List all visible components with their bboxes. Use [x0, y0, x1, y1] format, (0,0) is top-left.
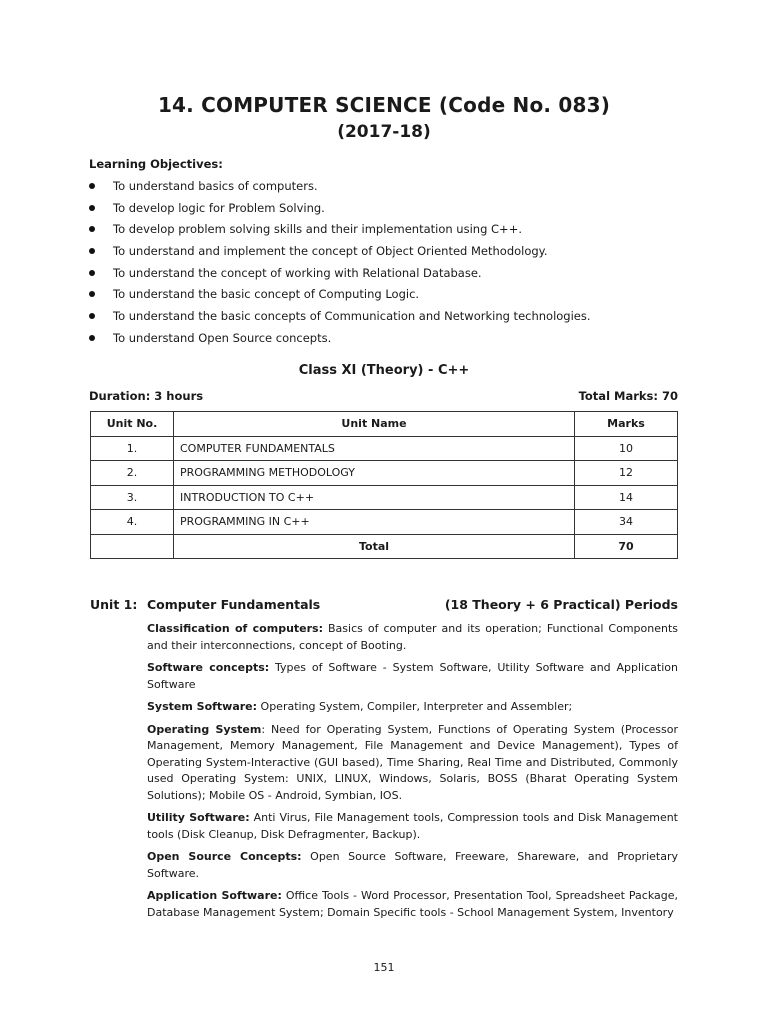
table-cell: COMPUTER FUNDAMENTALS	[174, 436, 575, 461]
content-paragraph: Utility Software: Anti Virus, File Management tools, Compression tools and Disk Management tools (Disk Cleanup, Disk Defragmenter, Backup).	[147, 811, 678, 841]
table-row	[91, 461, 678, 486]
objective-item: To understand the basic concept of Computing Logic.	[89, 284, 591, 306]
page-number: 151	[373, 961, 395, 974]
objective-item: To develop problem solving skills and their implementation using C++.	[89, 219, 591, 241]
unit-number: Unit 1:	[90, 597, 138, 612]
table-cell: 1.	[91, 436, 174, 461]
content-paragraph: Classification of computers: Basics of computer and its operation; Functional Components and their interconnections, concept of Booting.	[147, 622, 678, 652]
learning-objectives-heading: Learning Objectives:	[89, 157, 223, 171]
table-row	[91, 485, 678, 510]
bullet-icon	[89, 335, 95, 341]
unit-name: Computer Fundamentals	[147, 597, 321, 612]
table-cell: 4.	[91, 510, 174, 535]
learning-objectives-list	[89, 176, 591, 350]
table-cell: 3.	[91, 485, 174, 510]
unit-content	[147, 621, 678, 927]
content-paragraph: Application Software: Office Tools - Word Processor, Presentation Tool, Spreadsheet Package, Database Management System; Domain Specific tools - School Management System, Inventory	[147, 889, 678, 919]
table-cell: 14	[575, 485, 678, 510]
unit-periods: (18 Theory + 6 Practical) Periods	[444, 597, 678, 612]
bullet-icon	[89, 270, 95, 276]
bullet-icon	[89, 183, 95, 189]
objective-item: To understand and implement the concept of Object Oriented Methodology.	[89, 241, 591, 263]
marks-table	[90, 411, 678, 559]
column-header: Unit No.	[91, 412, 174, 437]
column-header: Marks	[575, 412, 678, 437]
objective-item: To develop logic for Problem Solving.	[89, 198, 591, 220]
table-cell: 10	[575, 436, 678, 461]
column-header: Unit Name	[174, 412, 575, 437]
objective-item: To understand the concept of working with Relational Database.	[89, 263, 591, 285]
total-marks: Total Marks: 70	[578, 389, 678, 403]
objective-item: To understand basics of computers.	[89, 176, 591, 198]
bullet-icon	[89, 291, 95, 297]
total-value: 70	[575, 534, 678, 559]
bullet-icon	[89, 313, 95, 319]
table-cell: PROGRAMMING IN C++	[174, 510, 575, 535]
content-paragraph: Open Source Concepts: Open Source Software, Freeware, Shareware, and Proprietary Software.	[147, 850, 678, 880]
class-heading: Class XI (Theory) - C++	[298, 363, 470, 378]
duration: Duration: 3 hours	[89, 389, 204, 403]
content-paragraph: Software concepts: Types of Software - System Software, Utility Software and Application Software	[147, 661, 678, 691]
table-total-row	[91, 534, 678, 559]
table-header-row	[91, 412, 678, 437]
table-cell: 34	[575, 510, 678, 535]
objective-item: To understand Open Source concepts.	[89, 328, 591, 350]
table-cell	[91, 534, 174, 559]
table-cell: 12	[575, 461, 678, 486]
bullet-icon	[89, 248, 95, 254]
bullet-icon	[89, 205, 95, 211]
table-row	[91, 510, 678, 535]
objective-item: To understand the basic concepts of Communication and Networking technologies.	[89, 306, 591, 328]
table-cell: 2.	[91, 461, 174, 486]
table-row	[91, 436, 678, 461]
page-title: 14. COMPUTER SCIENCE (Code No. 083)	[157, 93, 611, 117]
table-cell: PROGRAMMING METHODOLOGY	[174, 461, 575, 486]
table-cell: INTRODUCTION TO C++	[174, 485, 575, 510]
bullet-icon	[89, 226, 95, 232]
page-year: (2017-18)	[337, 122, 431, 142]
total-label: Total	[174, 534, 575, 559]
content-paragraph: System Software: Operating System, Compiler, Interpreter and Assembler;	[147, 700, 573, 713]
content-paragraph: Operating System: Need for Operating System, Functions of Operating System (Processor Management, Memory Management, File Management and Device Management), Types of Operating System-Interactive (GUI based), Time Sharing, Real Time and Distributed, Commonly used Operating System: UNIX, LINUX, Windows, Solaris, BOSS (Bharat Operating System Solutions); Mobile OS - Android, Symbian, IOS.	[147, 722, 679, 802]
